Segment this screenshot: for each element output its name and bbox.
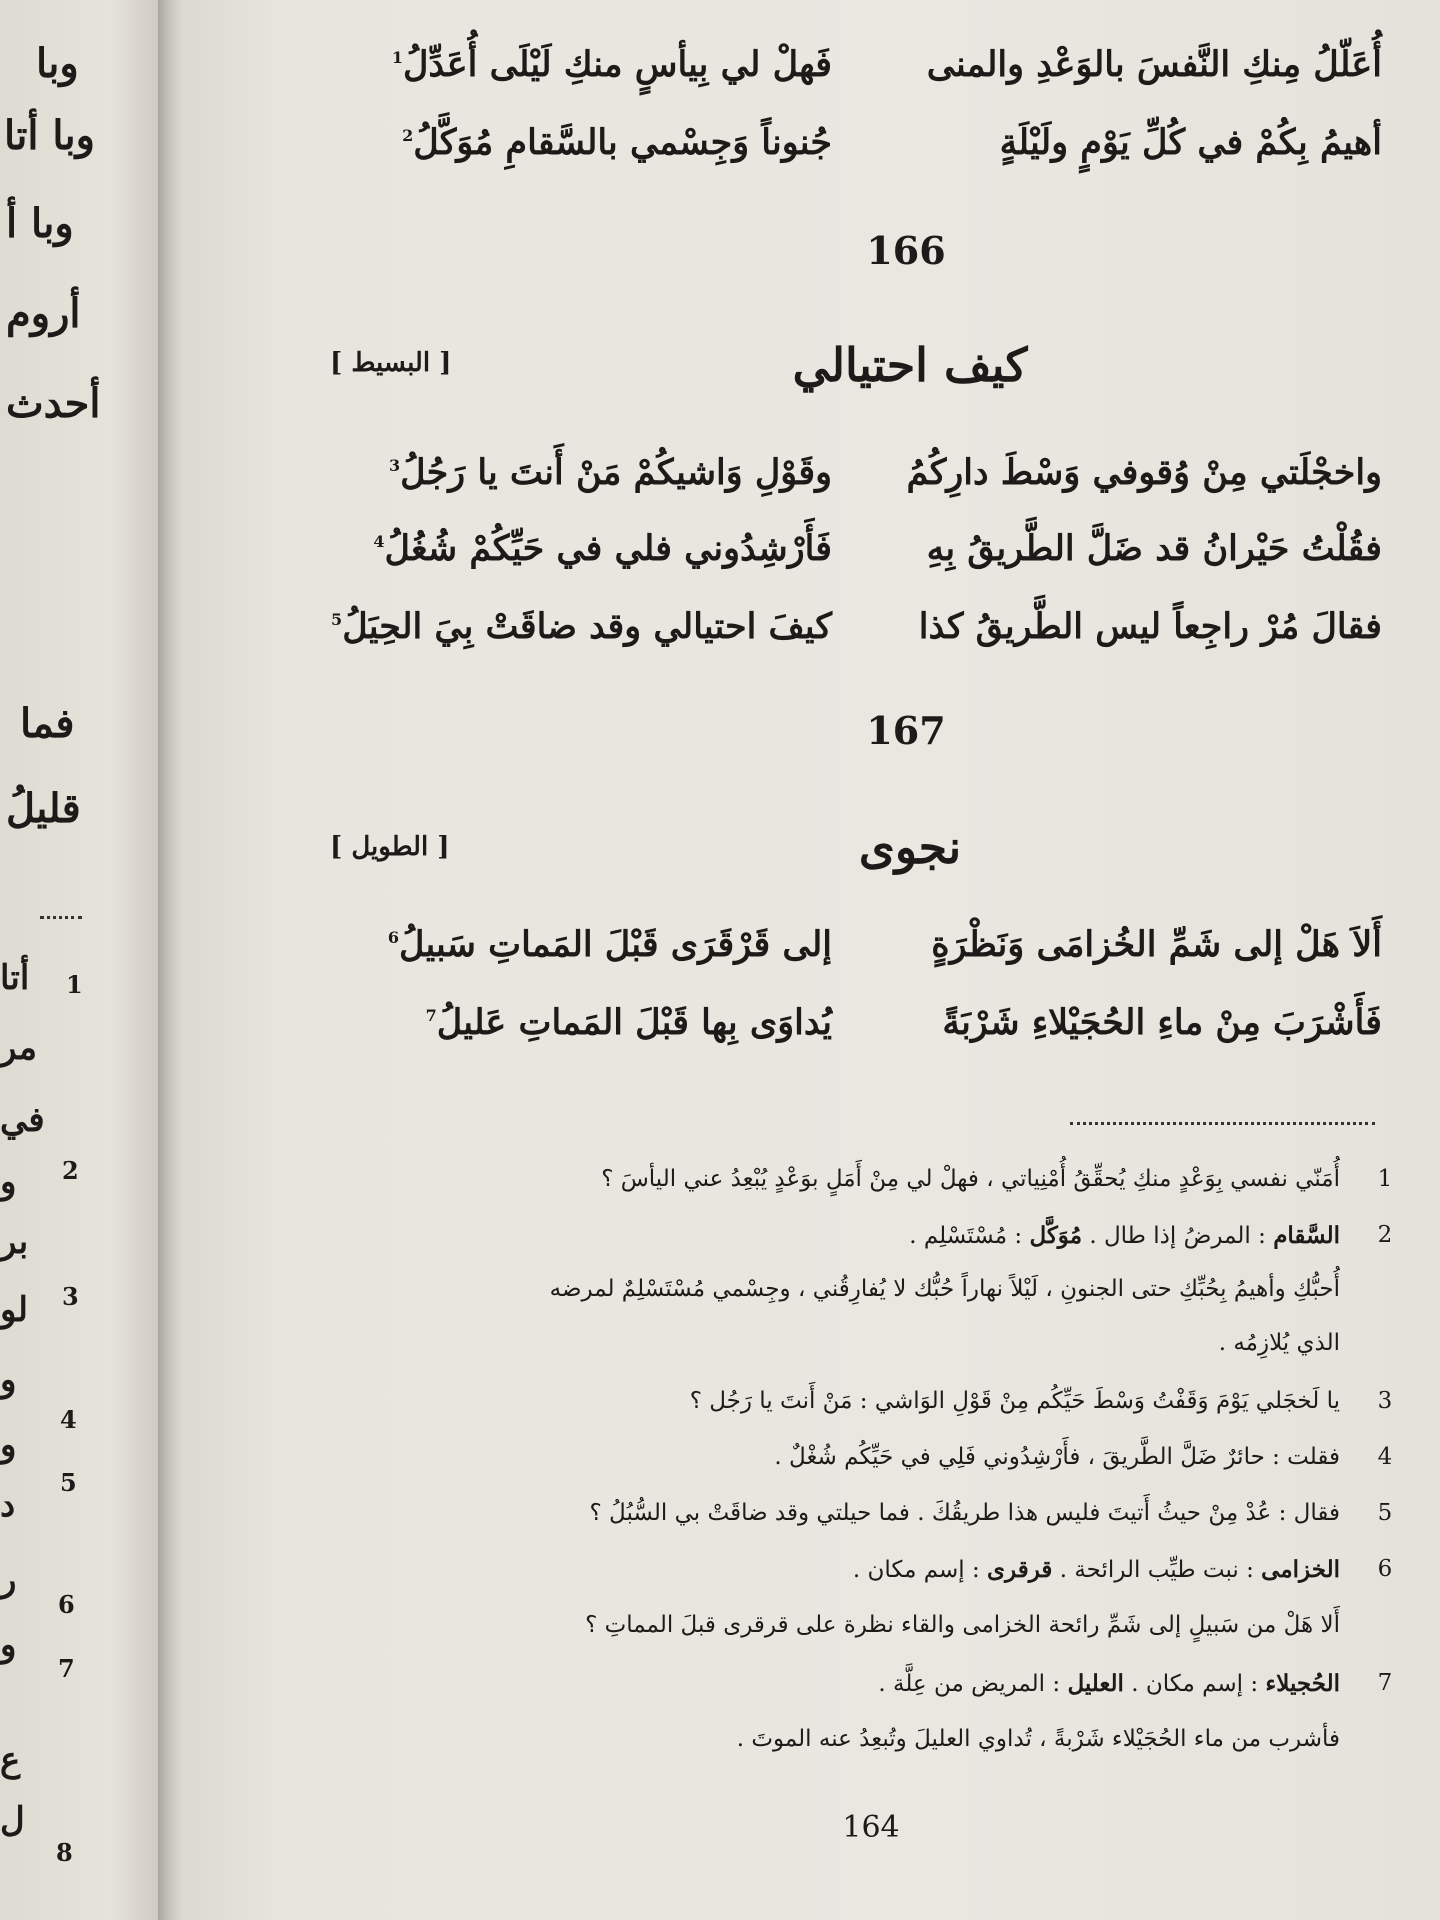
left-fragment: فما: [20, 700, 75, 747]
verse-second-hemistich: جُنوناً وَجِسْمي بالسَّقامِ مُوَكَّلُ$^2$: [402, 122, 832, 163]
left-footnote-number: 8: [56, 1838, 73, 1867]
footnote: [300, 1500, 1393, 1526]
footnote: [300, 1388, 1393, 1414]
verse-line: [360, 528, 1382, 598]
left-fragment: و: [0, 1625, 17, 1665]
footnote: [300, 1556, 1393, 1583]
footnote-number: 3: [1377, 1388, 1393, 1414]
left-fragment: وبا أ: [6, 200, 74, 247]
footnote-line: [300, 1612, 1340, 1638]
verse-second-hemistich: كيفَ احتيالي وقد ضاقَتْ بِيَ الحِيَلُ$^5$: [331, 606, 832, 647]
left-fragment: ل: [0, 1800, 25, 1840]
left-fragment: في: [0, 1100, 45, 1140]
verse-second-hemistich: وقَوْلِ وَاشيكُمْ مَنْ أَنتَ يا رَجُلُ$^3$: [388, 452, 832, 493]
footnote: [300, 1222, 1393, 1249]
left-fragment: لو: [0, 1290, 28, 1330]
poem-title: نجوى: [858, 820, 962, 874]
footnote-text: يا لَخجَلي يَوْمَ وَقَفْتُ وَسْطَ حَيِّكُم مِنْ قَوْلِ الوَاشي : مَنْ أَنتَ يا رَجُل ؟: [689, 1388, 1340, 1414]
footnote-text: : المرضُ إذا طال .: [1082, 1223, 1274, 1249]
footnote-term: العليل: [1067, 1670, 1124, 1697]
footnote-number: 6: [1377, 1556, 1393, 1582]
previous-page-edge: [0, 0, 158, 1920]
footnote-marker: 6: [387, 928, 399, 948]
footnote-text: فأشرب من ماء الحُجَيْلاء شَرْبةً ، تُداوي العليلَ وتُبعِدُ عنه الموتَ .: [736, 1726, 1340, 1752]
footnote-marker: 5: [331, 610, 343, 630]
verse-first-hemistich: واخجْلَتي مِنْ وُقوفي وَسْطَ دارِكُمُ: [906, 452, 1382, 493]
verse-first-hemistich: أهيمُ بِكُمْ في كُلِّ يَوْمٍ ولَيْلَةٍ: [999, 122, 1382, 163]
book-gutter: [158, 0, 182, 1920]
footnote-number: 2: [1377, 1222, 1393, 1248]
left-footnote-number: 7: [58, 1654, 75, 1683]
footnote-text: فقال : عُدْ مِنْ حيثُ أَتيتَ فليس هذا طريقُكَ . فما حيلتي وقد ضاقَتْ بي السُّبُلُ ؟: [589, 1500, 1340, 1526]
footnote-text: : إسم مكان .: [1123, 1671, 1266, 1697]
footnote-text: : إسم مكان .: [852, 1557, 988, 1583]
footnote-term: مُوَكَّل: [1029, 1222, 1083, 1249]
left-fragment: مر: [0, 1028, 37, 1068]
left-fragment: أتا: [0, 958, 30, 998]
verse-second-hemistich: إلى قَرْقَرَى قَبْلَ المَماتِ سَبيلُ$^6$: [387, 924, 832, 965]
verse-line: [360, 924, 1382, 994]
verse-first-hemistich: أَلاَ هَلْ إلى شَمِّ الخُزامَى وَنَظْرَةٍ: [931, 924, 1382, 965]
footnote-line: [300, 1330, 1340, 1356]
footnote-text: أُمَنّي نفسي بِوَعْدٍ منكِ يُحقِّقُ أُمْنِياتي ، فهلْ لي مِنْ أَمَلٍ بوَعْدٍ يُبْعِدُ عني اليأسَ ؟: [601, 1166, 1340, 1192]
poem-number: 166: [866, 228, 946, 273]
footnote-line: [300, 1726, 1340, 1752]
footnote-text: أَلا هَلْ من سَبيلٍ إلى شَمِّ رائحة الخزامى والقاء نظرة على قرقرى قبلَ المماتِ ؟: [585, 1612, 1340, 1638]
verse-line: [360, 122, 1382, 192]
left-fragment: بر: [0, 1222, 29, 1262]
left-fragment: أروم: [6, 290, 81, 337]
verse-line: [360, 452, 1382, 522]
left-fragment: و: [0, 1360, 17, 1400]
footnote-marker: 4: [373, 532, 385, 552]
poem-title: كيف احتيالي: [792, 338, 1028, 392]
footnote-marker: 2: [402, 126, 414, 146]
left-fragment: أحدث: [6, 380, 101, 427]
footnote-term: السَّقام: [1273, 1222, 1340, 1249]
footnote-marker: 3: [388, 456, 401, 476]
verse-line: [360, 44, 1382, 114]
footnote-text: أُحبُّكِ وأهيمُ بِحُبِّكِ حتى الجنونِ ، لَيْلاً نهاراً حُبُّك لا يُفارِقُني ، وجِسْمي مُسْتَسْلِمٌ لمرضه: [549, 1276, 1340, 1302]
footnote-text: : مُسْتَسْلِم .: [909, 1223, 1030, 1249]
left-fragment: وبا أتا: [4, 112, 95, 159]
footnote-number: 7: [1377, 1670, 1393, 1696]
verse-second-hemistich: فَهلْ لي بِيأسٍ منكِ لَيْلَى أُعَدِّلُ$^1$: [391, 44, 832, 85]
verse-line: [360, 1002, 1382, 1072]
verse-line: [331, 606, 1382, 676]
footnote-term: الحُجيلاء: [1265, 1670, 1340, 1697]
left-fragment: قليلُ: [6, 785, 81, 832]
footnote-line: [300, 1276, 1340, 1302]
footnote-text: : المريض من عِلَّة .: [878, 1671, 1068, 1697]
footnote-term: قرقرى: [987, 1556, 1053, 1583]
verse-first-hemistich: فقُلْتُ حَيْرانُ قد ضَلَّ الطَّريقُ بِهِ: [926, 528, 1382, 569]
footnote-divider: [1070, 1122, 1375, 1125]
left-fragment: و: [0, 1162, 17, 1202]
verse-first-hemistich: فَأَشْرَبَ مِنْ ماءِ الحُجَيْلاءِ شَرْبَةً: [942, 1002, 1382, 1043]
footnote-number: 1: [1377, 1166, 1393, 1192]
verse-second-hemistich: يُداوَى بِها قَبْلَ المَماتِ عَليلُ$^7$: [425, 1002, 832, 1043]
poem-meter: [ الطويل ]: [330, 832, 450, 862]
footnote: [300, 1444, 1393, 1470]
footnote-marker: 1: [391, 48, 403, 68]
footnote-text: : نبت طيِّب الرائحة .: [1052, 1557, 1262, 1583]
verse-first-hemistich: فقالَ مُرْ راجِعاً ليس الطَّريقُ كذا: [918, 606, 1382, 647]
footnote-text: فقلت : حائرٌ ضَلَّ الطَّريقَ ، فأَرْشِدُوني فَلِي في حَيِّكُم شُغْلٌ .: [774, 1444, 1340, 1470]
footnote-term: الخزامى: [1261, 1556, 1340, 1583]
left-fragment: و: [0, 1425, 17, 1465]
footnote: [300, 1670, 1393, 1697]
left-divider: [40, 916, 82, 919]
left-footnote-number: 3: [62, 1282, 79, 1311]
left-footnote-number: 4: [60, 1405, 77, 1434]
poem-number: 167: [866, 708, 946, 753]
footnote-marker: 7: [425, 1006, 437, 1026]
left-fragment: ع: [0, 1740, 21, 1780]
page-number: 164: [842, 1810, 900, 1845]
footnote-number: 4: [1377, 1444, 1393, 1470]
footnote-number: 5: [1377, 1500, 1393, 1526]
verse-first-hemistich: أُعَلّلُ مِنكِ النَّفسَ بالوَعْدِ والمنى: [926, 44, 1382, 85]
left-footnote-number: 5: [60, 1468, 77, 1497]
left-fragment: د: [0, 1485, 16, 1525]
footnote-text: الذي يُلازِمُه .: [1218, 1330, 1340, 1356]
footnote: [300, 1166, 1393, 1192]
left-footnote-number: 2: [62, 1156, 79, 1185]
left-fragment: ر: [0, 1560, 17, 1600]
verse-second-hemistich: فَأَرْشِدُوني فلي في حَيِّكُمْ شُغُلُ$^4$: [373, 528, 832, 569]
left-footnote-number: 1: [66, 970, 83, 999]
left-footnote-number: 6: [58, 1590, 75, 1619]
poem-meter: [ البسيط ]: [330, 348, 452, 378]
left-fragment: وبا: [36, 40, 79, 87]
